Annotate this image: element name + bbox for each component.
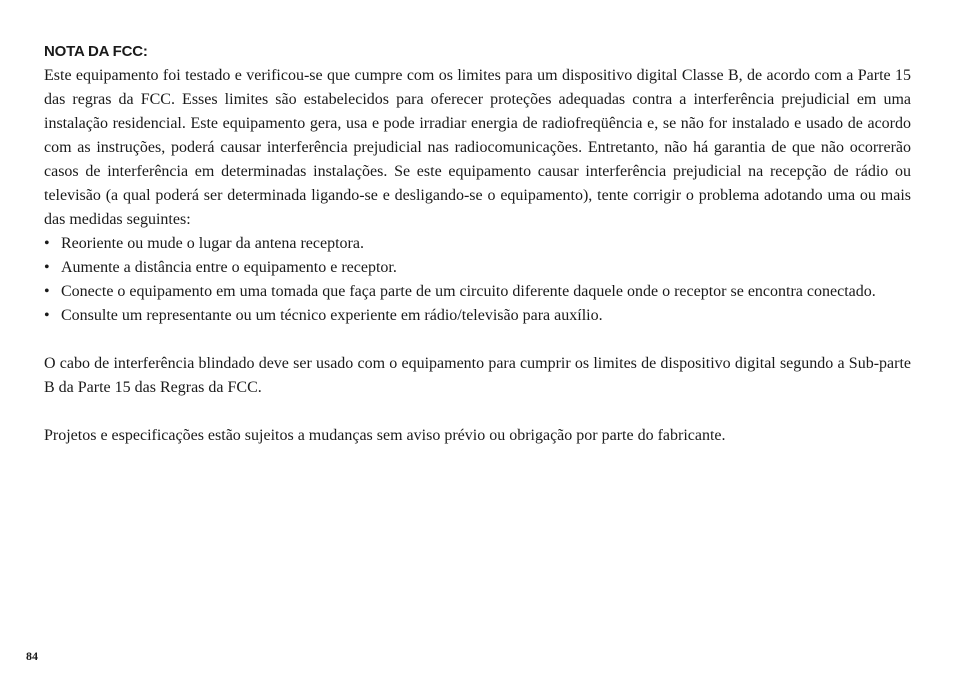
paragraph-spacer (44, 400, 911, 424)
list-item (44, 280, 911, 304)
bullet-icon: • (44, 307, 50, 324)
disclaimer-paragraph: Projetos e especificações estão sujeitos a mudanças sem aviso prévio ou obrigação por parte do fabricante. (44, 427, 726, 444)
paragraph-spacer (44, 328, 911, 352)
document-body (44, 40, 911, 448)
list-item-text: Conecte o equipamento em uma tomada que faça parte de um circuito diferente daquele onde o receptor se encontra conectado. (61, 283, 876, 300)
list-item-text: Reoriente ou mude o lugar da antena receptora. (61, 235, 364, 252)
page-number: 84 (26, 649, 38, 663)
list-item-text: Aumente a distância entre o equipamento e receptor. (61, 259, 397, 276)
intro-paragraph: Este equipamento foi testado e verificou-se que cumpre com os limites para um dispositivo digital Classe B, de acordo com a Parte 15 das regras da FCC. Esses limites são estabelecidos para oferecer proteções adequadas contra a interferência prejudicial em uma instalação residencial. Este equipamento gera, usa e pode irradiar energia de radiofreqüência e, se não for instalado e usado de acordo com as instruções, poderá causar interferência prejudicial nas radiocomunicações. Entretanto, não há garantia de que não ocorrerão casos de interferência em determinadas instalações. Se este equipamento causar interferência prejudicial na recepção de rádio ou televisão (a qual poderá ser determinada ligando-se e desligando-se o equipamento), tente corrigir o problema adotando uma ou mais das medidas seguintes: (44, 67, 911, 228)
section-heading: NOTA DA FCC: (44, 43, 148, 60)
list-item-text: Consulte um representante ou um técnico experiente em rádio/televisão para auxílio. (61, 307, 603, 324)
bullet-icon: • (44, 259, 50, 276)
bullet-icon: • (44, 283, 50, 300)
bullet-icon: • (44, 235, 50, 252)
measures-list (44, 232, 911, 328)
cable-paragraph: O cabo de interferência blindado deve ser usado com o equipamento para cumprir os limites de dispositivo digital segundo a Sub-parte B da Parte 15 das Regras da FCC. (44, 355, 911, 396)
list-item (44, 304, 911, 328)
list-item (44, 256, 911, 280)
list-item (44, 232, 911, 256)
